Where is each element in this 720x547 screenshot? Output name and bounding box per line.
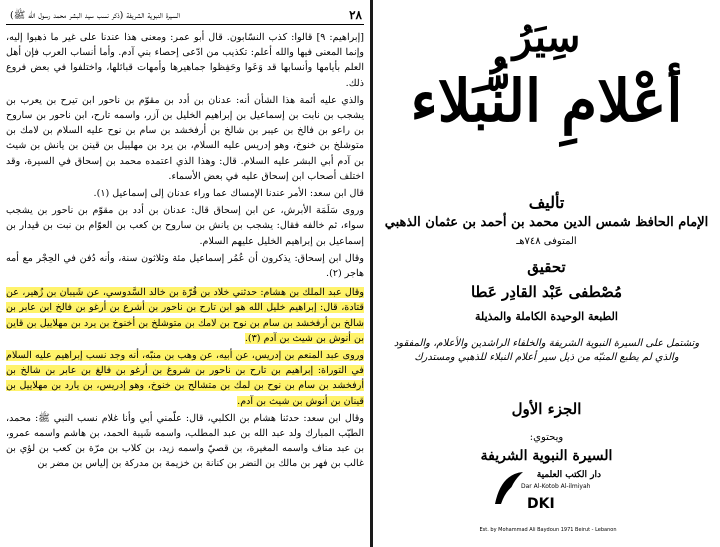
contents-title: السيرة النبوية الشريفة [480, 448, 613, 464]
body-text [6, 30, 364, 543]
paragraph-3: قال ابن سعد: الأمر عندنا الإمساك عما وراء عدنان إلى إسماعيل (١). [93, 188, 364, 200]
volume-label: الجزء الأول [511, 400, 582, 418]
highlighted-paragraph-1 [6, 285, 364, 346]
running-header [6, 6, 364, 25]
paragraph-5: وقال ابن إسحاق: يذكرون أن عُمُر إسماعيل مئة وثلاثون سنة، وأنه دُفن في الحِجْر مع أمه هاجر (٢). [6, 252, 364, 280]
title-page [373, 0, 720, 547]
page-number: ٢٨ [349, 8, 362, 22]
highlight-span-1: وقال عبد الملك بن هشام: حدثني خلاد بن قُرّة بن خالد السَّدوسي، عن شَيبان بن زُهير، عن قتادة، قال: إبراهيم خليل الله هو ابن تارح بن ناحور بن أشرع بن أرغو بن فالخ ابن عابر بن شالخ بن أرفخشد بن سام بن نوح بن لامك بن متوشلخ بن أخنوخ بن يرد بن مهلاييل بن قاين بن أنوش بن شيث بن آدم (٣). [6, 287, 364, 344]
contains-label: ويحتوي: [529, 432, 564, 443]
editor-name: مُصْطفى عَبْد القادِر عَطا [470, 283, 623, 301]
contents-description: وتشتمل على السيرة النبوية الشريفة والخلفاء الراشدين والأعلام، والمفقود والذي لم يطبع المنبّه من ذيل سير أعلام النبلاء للذهبي ومستدرك [393, 338, 700, 363]
paragraph-1: [إبراهيم: ٩] قالوا: كذب النسّابون. قال أبو عمر: ومعنى هذا عندنا على غير ما ذهبوا إليه، وإنما المعنى فيها والله أعلم: تكذيب من ادّعى إحصاء بني آدم. وأما أنساب العرب فإن أهل العلم بأيامها وأنسابها قد وَعَوا وحَفِظوا جماهيرها وأمهات قبائلها، واختلفوا في بعض فروع ذلك. [6, 32, 364, 89]
edition-note: الطبعة الوحيدة الكاملة والمذيلة [475, 310, 618, 323]
highlighted-paragraph-2 [6, 348, 364, 409]
publisher-logo [491, 468, 601, 526]
paragraph-8: وقال ابن سعد: حدثنا هشام بن الكلبي، قال: علّمني أبي وأنا غلام نسب النبي ﷺ: محمد، الطيّب المبارك ولد عبد الله بن عبد المطلب، واسمه شَيبة الحمد، بن هاشم واسمه عمرو، بن عبد مناف واسمه المغيرة، بن قصيّ واسمه زيد، بن كلاب بن مرّة بن كعب بن لؤي بن غالب بن فهر بن مالك بن النضر بن كنانة بن خزيمة بن مدركة بن إلياس بن مضر بن [6, 412, 364, 470]
highlight-span-2: وروى عبد المنعم بن إدريس، عن أبيه، عن وهب بن منبّه، أنه وجد نسب إبراهيم عليه السلام في التوراة: إبراهيم بن تارح بن ناحور بن شروغ بن أرغو بن فالغ بن عابر بن شالخ بن أرفخشد بن سام بن نوح بن لمك بن متشالح بن خنوخ، وهو إدريس، بن يارد بن مهلاييل بن قينان بن أنوش بن شيث بن آدم. [6, 350, 364, 407]
author-name: الإمام الحافظ شمس الدين محمد بن أحمد بن عثمان الذهبي [384, 215, 709, 230]
paragraph-2: والذي عليه أئمة هذا الشأن أنه: عدنان بن أدد بن مقوّم بن ناحور ابن تيرح بن يعرب بن يشجب بن نابت بن إسماعيل بن إبراهيم الخليل بن آزر، واسمه تارح، ابن ناحور بن ساروح بن راعو بن فالخ بن عيبر بن شالخ بن أرفخشد بن سام بن نوح عليه السلام بن لامك بن متوشلخ بن خنوخ، وهو إدريس عليه السلام، بن يرد بن مهلييل بن قينن بن يانش بن شيث بن آدم أبي البشر عليه السلام. قال: وهذا الذي اعتمده محمد بن إسحاق في السيرة، وقد اختلف أصحاب ابن إسحاق عليه في بعض الأسماء. [6, 94, 364, 182]
title-alam-nubala: أعْلامِ النُّبَلاء [410, 67, 683, 135]
publisher-name-latin: Dar Al-Kotob Al-ilmiyah [521, 483, 591, 490]
publisher-name-arabic: دار الكتب العلمية [536, 470, 601, 480]
talif-label: تأليف [528, 193, 565, 212]
publisher-address: Est. by Mohammad Ali Baydoun 1971 Beirut - Lebanon [479, 527, 617, 533]
paragraph-4: وروى سَلَمَة الأبرش، عن ابن إسحاق قال: عدنان بن أدد بن مقوّم بن ناحور بن يشجب سواء، ثم خالفه فقال: يشجب بن يانش بن ساروح بن كعب بن العوّام بن نبت بن قيدار بن إسماعيل بن إبراهيم الخليل عليهم السلام. [6, 205, 364, 247]
publisher-acronym: DKI [527, 496, 555, 512]
author-death-date: المتوفى ٧٤٨هـ [516, 236, 577, 247]
title-siyar: سِيَرُ [512, 14, 581, 61]
tahqiq-label: تحقيق [527, 258, 566, 276]
running-title: السيرة النبوية الشريفة (ذكر نسب سيد البشر محمد رسول الله ﷺ) [10, 10, 181, 21]
